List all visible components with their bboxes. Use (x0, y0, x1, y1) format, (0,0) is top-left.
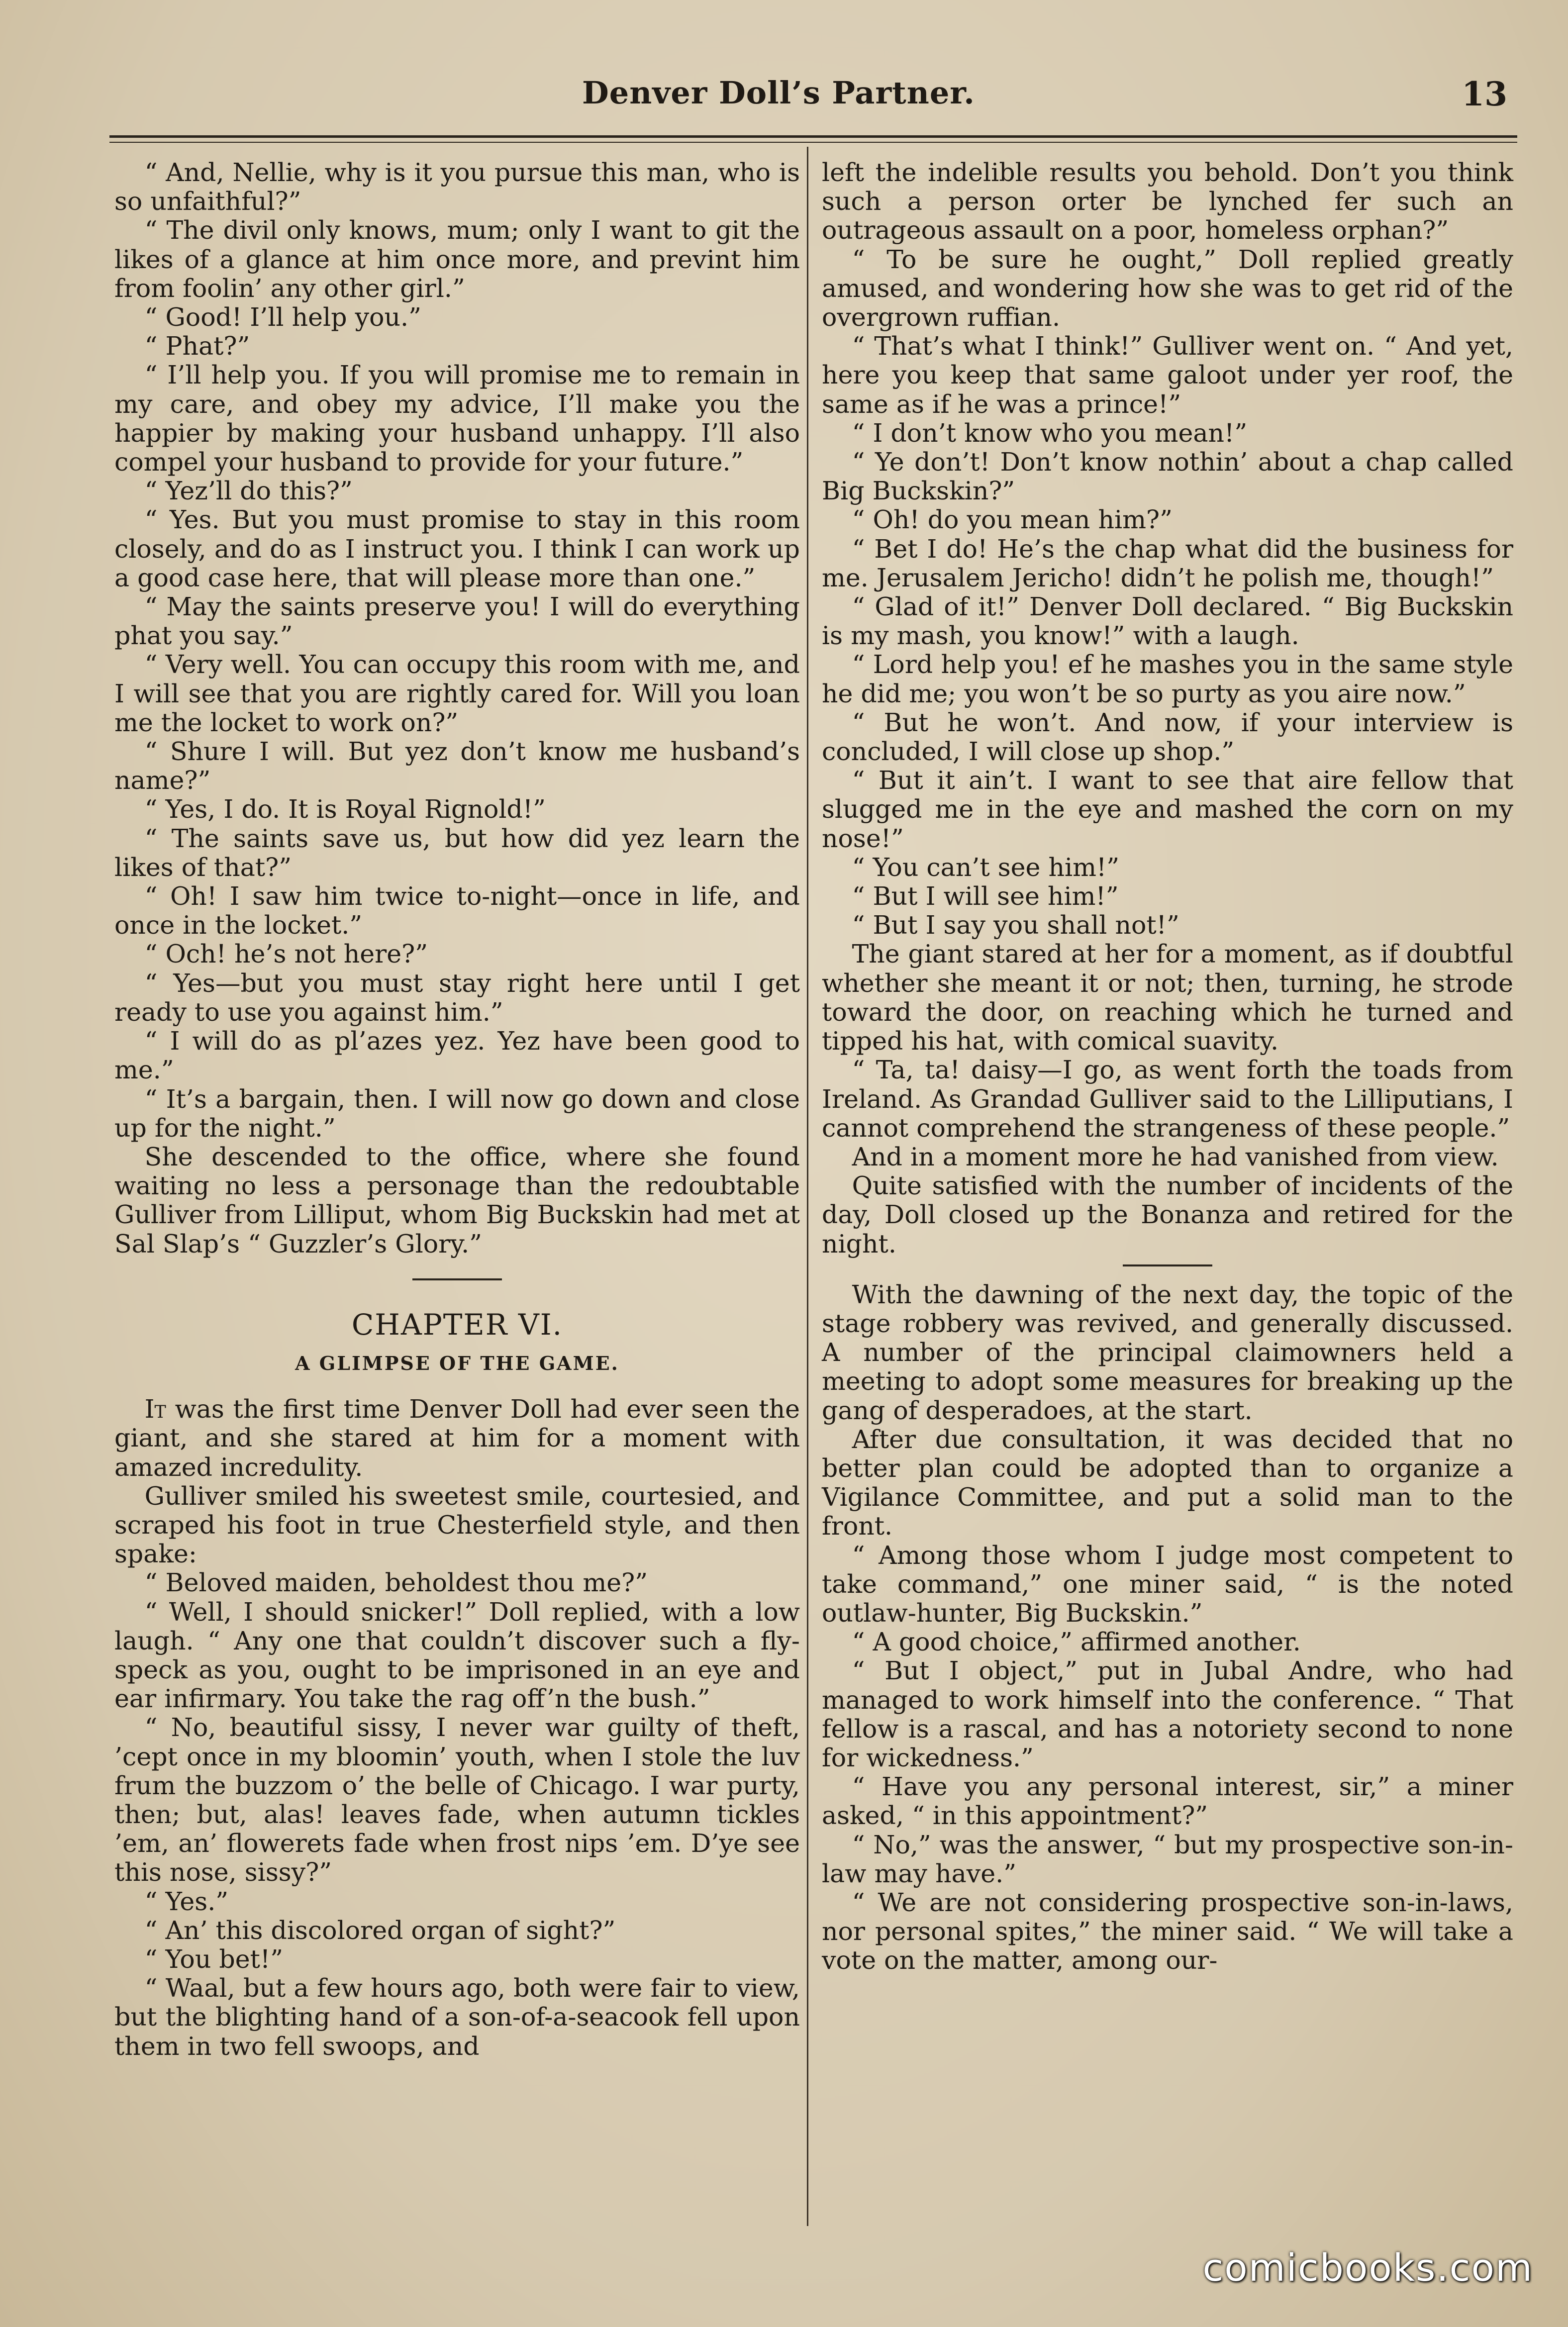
paragraph: “ To be sure he ought,” Doll replied greatly amused, and wondering how she was to get rid of the overgrown ruffian. (822, 244, 1513, 332)
left-paragraphs (114, 158, 800, 1259)
paragraph: “ But it ain’t. I want to see that aire fellow that slugged me in the eye and mashed the corn on my nose!” (822, 766, 1513, 853)
paragraph: The giant stared at her for a moment, as if doubtful whether she meant it or not; then, turning, he strode toward the door, on reaching which he turned and tipped his hat, with comical suavity. (822, 939, 1513, 1056)
paragraph: “ Beloved maiden, beholdest thou me?” (144, 1568, 648, 1598)
paragraph: Quite satisfied with the number of incidents of the day, Doll closed up the Bonanza and retired for the night. (822, 1171, 1513, 1259)
chapter-title: CHAPTER VI. (351, 1307, 563, 1342)
paragraph: “ But I object,” put in Jubal Andre, who had managed to work himself into the conference. “ That fellow is a rascal, and has a notoriety second to none for wickedness.” (822, 1656, 1513, 1772)
paragraph: left the indelible results you behold. Don’t you think such a person orter be lynched fer such an outrageous assault on a poor, homeless orphan?” (822, 158, 1513, 245)
scene-divider (1123, 1264, 1212, 1266)
paragraph: “ The divil only knows, mum; only I want to git the likes of a glance at him once more, and prevint him from foolin’ any other girl.” (114, 215, 800, 303)
left-column (114, 158, 800, 2061)
right-paragraphs-a (822, 158, 1513, 1259)
paragraph: “ You can’t see him!” (852, 852, 1120, 882)
paragraph: She descended to the office, where she found waiting no less a personage than the redoubtable Gulliver from Lilliput, whom Big Buckskin had met at Sal Slap’s “ Guzzler’s Glory.” (114, 1142, 800, 1259)
running-title: Denver Doll’s Partner. (582, 75, 975, 111)
paragraph: “ Waal, but a few hours ago, both were fair to view, but the blighting hand of a son-of-a-seacook fell upon them in two fell swoops, and (114, 1973, 800, 2061)
paragraph: “ Och! he’s not here?” (144, 939, 428, 969)
paragraph: “ I will do as pl’azes yez. Yez have been good to me.” (114, 1026, 800, 1085)
paragraph: “ But I say you shall not!” (852, 910, 1179, 940)
running-header (109, 70, 1517, 124)
paragraph: “ But he won’t. And now, if your interview is concluded, I will close up shop.” (822, 707, 1513, 767)
paragraph: “ Bet I do! He’s the chap what did the business for me. Jerusalem Jericho! didn’t he polish me, though!” (822, 534, 1513, 592)
paragraph: “ Yes, I do. It is Royal Rignold!” (144, 794, 546, 824)
paragraph: “ Oh! I saw him twice to-night—once in life, and once in the locket.” (114, 881, 800, 940)
paragraph: “ The saints save us, but how did yez learn the likes of that?” (114, 823, 800, 882)
paragraph: “ Well, I should snicker!” Doll replied, with a low laugh. “ Any one that couldn’t discover such a fly-speck as you, ought to be imprisoned in an eye and ear infirmary. You take the rag off’n the bush.” (114, 1597, 800, 1714)
section-divider (412, 1278, 502, 1280)
paragraph: “ It’s a bargain, then. I will now go down and close up for the night.” (114, 1084, 800, 1143)
paragraph: “ Yes—but you must stay right here until I get ready to use you against him.” (114, 968, 800, 1027)
paragraph: “ But I will see him!” (852, 881, 1119, 911)
paragraph: “ That’s what I think!” Gulliver went on. “ And yet, here you keep that same galoot under yer roof, the same as if he was a prince!” (822, 331, 1513, 419)
paragraph: “ A good choice,” affirmed another. (852, 1627, 1301, 1657)
opening-text: was the first time Denver Doll had ever seen the giant, and she stared at him for a moment with amazed incredulity. (114, 1394, 800, 1482)
paragraph: After due consultation, it was decided that no better plan could be adopted than to organize a Vigilance Committee, and put a solid man to the front. (822, 1424, 1513, 1541)
paragraph: “ Yes.” (144, 1886, 229, 1916)
paragraph: “ Ta, ta! daisy—I go, as went forth the toads from Ireland. As Grandad Gulliver said to the Lilliputians, I cannot comprehend the strangeness of these people.” (822, 1055, 1513, 1143)
header-rule (109, 135, 1517, 143)
paragraph: And in a moment more he had vanished from view. (852, 1142, 1499, 1171)
chapter-subtitle: A GLIMPSE OF THE GAME. (295, 1352, 619, 1374)
right-paragraphs-b (822, 1280, 1513, 1975)
paragraph: “ Very well. You can occupy this room with me, and I will see that you are rightly cared for. Will you loan me the locket to work on?” (114, 650, 800, 737)
paragraph: “ Good! I’ll help you.” (144, 302, 421, 332)
paragraph: “ Among those whom I judge most competent to take command,” one miner said, “ is the noted outlaw-hunter, Big Buckskin.” (822, 1540, 1513, 1628)
paragraph: “ May the saints preserve you! I will do everything phat you say.” (114, 592, 800, 651)
paragraph: “ No,” was the answer, “ but my prospective son-in-law may have.” (822, 1830, 1513, 1888)
chapter-opening-paragraph (114, 1395, 800, 1482)
page-number: 13 (1462, 75, 1507, 113)
paragraph: “ An’ this discolored organ of sight?” (144, 1915, 616, 1945)
paragraph: Gulliver smiled his sweetest smile, courtesied, and scraped his foot in true Chesterfield style, and then spake: (114, 1481, 800, 1569)
column-separator (807, 147, 808, 2226)
paragraph: “ Oh! do you mean him?” (852, 505, 1173, 535)
paragraph: “ Shure I will. But yez don’t know me husband’s name?” (114, 737, 800, 795)
paragraph: “ We are not considering prospective son-in-laws, nor personal spites,” the miner said. “ We will take a vote on the matter, among our- (822, 1887, 1513, 1975)
paragraph: “ Yez’ll do this?” (144, 476, 353, 506)
paragraph: “ Yes. But you must promise to stay in this room closely, and do as I instruct you. I think I can work up a good case here, that will please more than one.” (114, 505, 800, 592)
paragraph: “ And, Nellie, why is it you pursue this man, who is so unfaithful?” (114, 158, 800, 216)
right-column (822, 158, 1513, 1975)
chapter-paragraphs (114, 1482, 800, 2061)
watermark: comicbooks.com (1202, 2245, 1533, 2290)
paragraph: “ You bet!” (144, 1944, 284, 1974)
paragraph: “ I don’t know who you mean!” (852, 418, 1248, 448)
paragraph: “ I’ll help you. If you will promise me to remain in my care, and obey my advice, I’ll make you the happier by making your husband unhappy. I’ll also compel your husband to provide for your future.” (114, 360, 800, 477)
opening-word: It (144, 1394, 166, 1424)
paragraph: “ No, beautiful sissy, I never war guilty of theft, ’cept once in my bloomin’ youth, when I stole the luv frum the buzzom o’ the belle of Chicago. I war purty, then; but, alas! leaves fade, when autumn tickles ’em, an’ flowerets fade when frost nips ’em. D’ye see this nose, sissy?” (114, 1713, 800, 1887)
paragraph: With the dawning of the next day, the topic of the stage robbery was revived, and generally discussed. A number of the principal claimowners held a meeting to adopt some measures for breaking up the gang of desperadoes, at the start. (822, 1279, 1513, 1425)
paragraph: “ Ye don’t! Don’t know nothin’ about a chap called Big Buckskin?” (822, 447, 1513, 506)
paragraph: “ Lord help you! ef he mashes you in the same style he did me; you won’t be so purty as you aire now.” (822, 650, 1513, 708)
paragraph: “ Have you any personal interest, sir,” a miner asked, “ in this appointment?” (822, 1772, 1513, 1831)
paragraph: “ Phat?” (144, 331, 250, 361)
paragraph: “ Glad of it!” Denver Doll declared. “ Big Buckskin is my mash, you know!” with a laugh. (822, 592, 1513, 651)
